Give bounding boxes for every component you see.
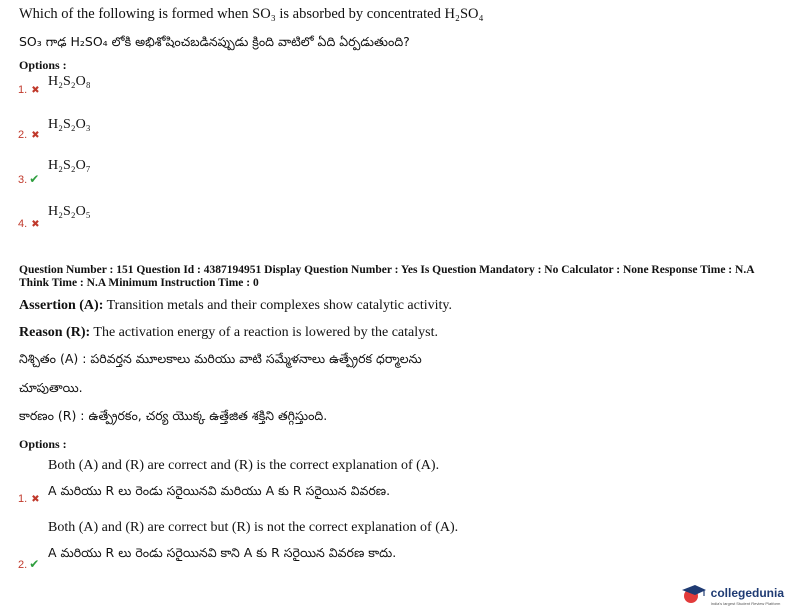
option-3: [18, 168, 39, 187]
q2-option-2: [18, 553, 39, 572]
q2-option-2-telugu: A మరియు R లు రెండు సరైయినవి కాని A కు R సరైయిన వివరణ కాదు.: [48, 545, 397, 560]
q2-option-1: [18, 487, 40, 506]
collegedunia-logo: [679, 582, 784, 606]
assertion-label: Assertion (A):: [19, 298, 104, 313]
reason-telugu: కారణం (R) : ఉత్ప్రేరకం, చర్య యొక్క ఉత్తేజిత శక్తిని తగ్గిస్తుంది.: [19, 408, 328, 423]
option-number: 3.: [18, 174, 28, 186]
question-meta: Question Number : 151 Question Id : 4387194951 Display Question Number : Yes Is Question Mandatory : No Calculator : None Response Time : N.A Think Time : N.A Minimum Instruction Time : 0: [19, 264, 754, 289]
wrong-mark-icon: ✖: [31, 494, 40, 505]
option-2-text: H₂S₂O₃: [48, 117, 91, 132]
logo-tagline: India's largest Student Review Platform: [710, 601, 781, 606]
options-label-2: Options :: [19, 437, 67, 451]
assertion-text: Transition metals and their complexes show catalytic activity.: [103, 298, 453, 313]
q2-option-1-english: Both (A) and (R) are correct and (R) is the correct explanation of (A).: [48, 458, 440, 473]
logo-name: collegedunia: [710, 586, 784, 600]
wrong-mark-icon: ✖: [31, 85, 40, 96]
wrong-mark-icon: ✖: [31, 130, 40, 141]
option-number: 2.: [18, 559, 28, 571]
option-number: 1.: [18, 493, 28, 505]
reason: [19, 325, 438, 341]
question-1-english: Which of the following is formed when SO₃ is absorbed by concentrated H₂SO₄: [19, 6, 484, 22]
assertion-telugu-line-1: నిశ్చితం (A) : పరివర్తన మూలకాలు మరియు వాటి సమ్మేళనాలు ఉత్ప్రేరక ధర్మాలను: [19, 351, 422, 366]
correct-check-icon: ✔: [29, 172, 40, 186]
option-number: 4.: [18, 218, 28, 230]
reason-text: The activation energy of a reaction is lowered by the catalyst.: [90, 325, 438, 340]
option-1-text: H₂S₂O₈: [48, 74, 91, 89]
option-number: 1.: [18, 84, 28, 96]
assertion-telugu-line-2: చూపుతాయి.: [19, 380, 83, 395]
correct-check-icon: ✔: [29, 557, 40, 571]
option-4: [18, 212, 40, 231]
reason-label: Reason (R):: [19, 325, 91, 340]
q2-option-1-telugu: A మరియు R లు రెండు సరైయినవి మరియు A కు R సరైయిన వివరణ.: [48, 483, 391, 498]
question-1-telugu: SO₃ గాఢ H₂SO₄ లోకి అభిశోషించబడినప్పుడు క్రింది వాటిలో ఏది ఏర్పడుతుంది?: [19, 34, 410, 49]
q2-option-2-english: Both (A) and (R) are correct but (R) is not the correct explanation of (A).: [48, 520, 459, 535]
logo-wordmark: [711, 582, 784, 606]
option-1: [18, 78, 40, 97]
graduation-cap-icon: [679, 584, 707, 604]
options-label: Options :: [19, 58, 67, 72]
wrong-mark-icon: ✖: [31, 219, 40, 230]
assertion: [19, 298, 452, 314]
option-number: 2.: [18, 129, 28, 141]
option-2: [18, 123, 40, 142]
option-3-text: H₂S₂O₇: [48, 158, 91, 173]
option-4-text: H₂S₂O₅: [48, 204, 91, 219]
